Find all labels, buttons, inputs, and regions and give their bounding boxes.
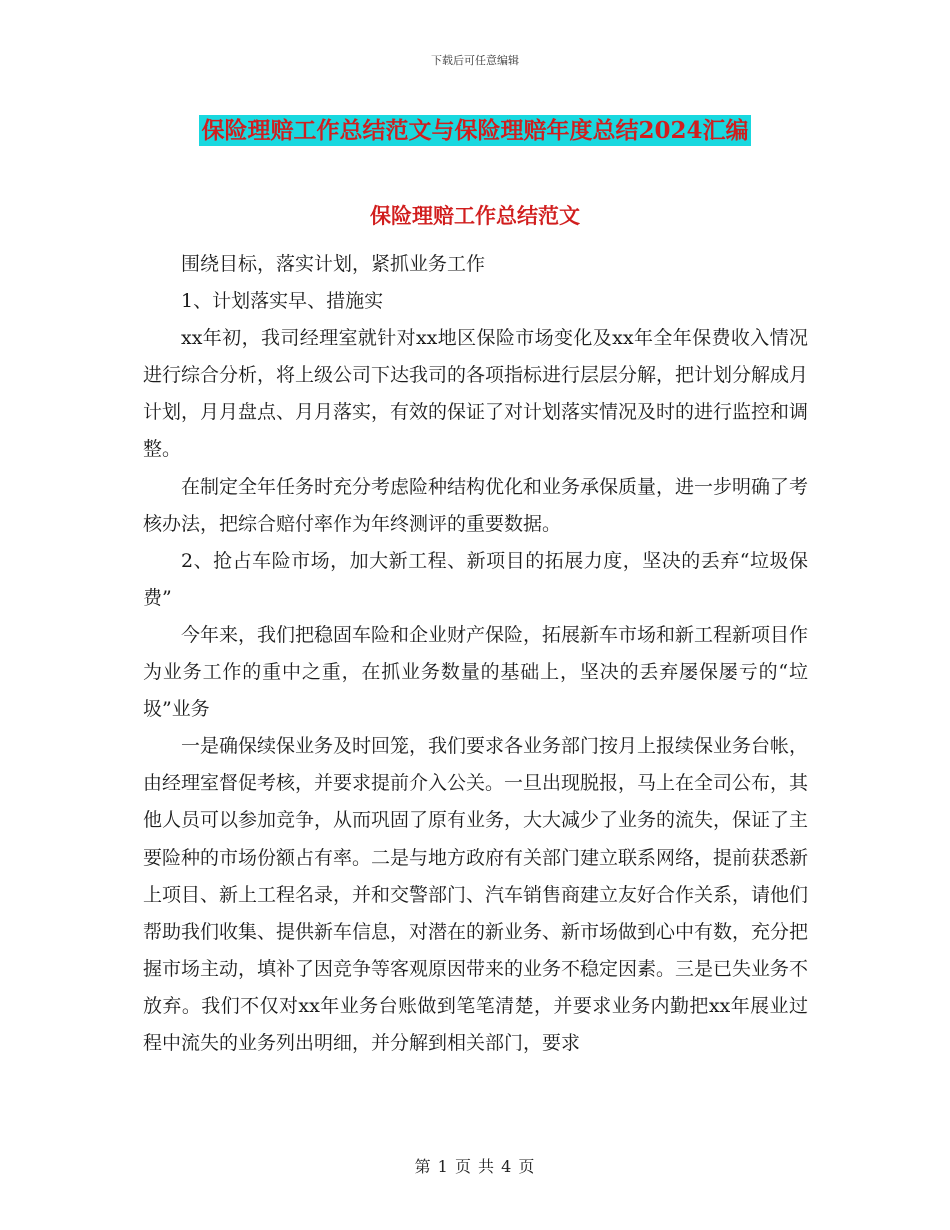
header-note: 下载后可任意编辑 — [431, 54, 519, 67]
paragraph: xx年初，我司经理室就针对xx地区保险市场变化及xx年全年保费收入情况进行综合分析，将上级公司下达我司的各项指标进行层层分解，把计划分解成月计划，月月盘点、月月落实，有效的保证了对计划落实情况及时的进行监控和调整。 — [143, 327, 809, 461]
paragraph: 围绕目标，落实计划，紧抓业务工作 — [181, 253, 486, 275]
paragraph: 一是确保续保业务及时回笼，我们要求各业务部门按月上报续保业务台帐，由经理室督促考核，并要求提前介入公关。一旦出现脱报，马上在全司公布，其他人员可以参加竞争，从而巩固了原有业务，大大减少了业务的流失，保证了主要险种的市场份额占有率。二是与地方政府有关部门建立联系网络，提前获悉新上项目、新上工程名录，并和交警部门、汽车销售商建立友好合作关系，请他们帮助我们收集、提供新车信息，对潜在的新业务、新市场做到心中有数，充分把握市场主动，填补了因竞争等客观原因带来的业务不稳定因素。三是已失业务不放弃。我们不仅对xx年业务台账做到笔笔清楚，并要求业务内勤把xx年展业过程中流失的业务列出明细，并分解到相关部门，要求 — [143, 735, 809, 1054]
paragraph: 在制定全年任务时充分考虑险种结构优化和业务承保质量，进一步明确了考核办法，把综合赔付率作为年终测评的重要数据。 — [143, 475, 809, 535]
document-title — [0, 112, 950, 145]
page-footer: 第 1 页 共 4 页 — [414, 1157, 536, 1176]
paragraph: 今年来，我们把稳固车险和企业财产保险，拓展新车市场和新工程新项目作为业务工作的重中之重，在抓业务数量的基础上，坚决的丢弃屡保屡亏的“垃圾”业务 — [143, 623, 809, 721]
document-title-text: 保险理赔工作总结范文与保险理赔年度总结2024汇编 — [201, 117, 749, 144]
document-body — [143, 246, 808, 1062]
paragraph: 2、抢占车险市场，加大新工程、新项目的拓展力度，坚决的丢弃“垃圾保费” — [143, 549, 808, 609]
paragraph: 1、计划落实早、措施实 — [181, 290, 384, 313]
section-title: 保险理赔工作总结范文 — [370, 203, 580, 228]
